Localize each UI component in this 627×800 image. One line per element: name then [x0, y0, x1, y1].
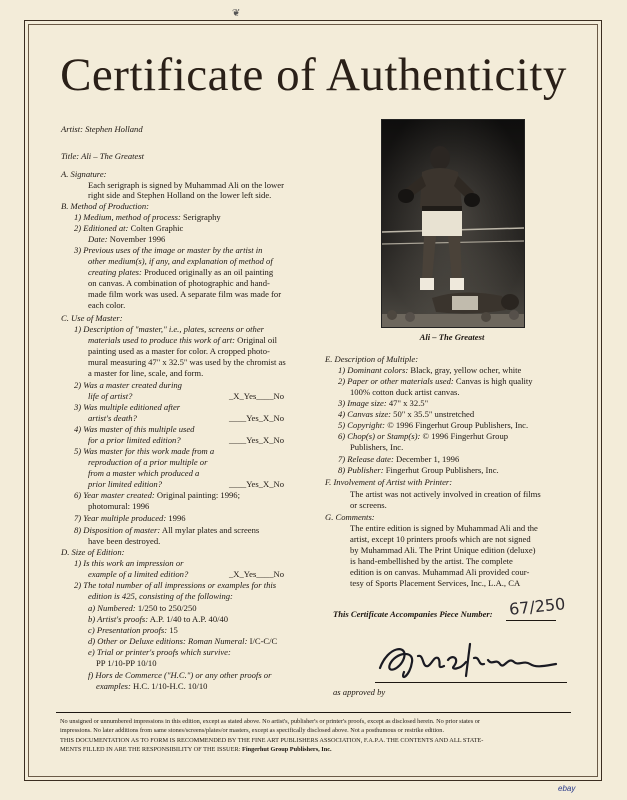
boxing-photo — [381, 119, 525, 328]
e2-question: 2) Paper or other materials used: — [338, 376, 454, 386]
e2-answer-1: Canvas is high quality — [455, 376, 533, 386]
b2-date-label: Date: — [88, 234, 108, 244]
c5-question-1: 5) Was master for this work made from a — [74, 446, 215, 456]
section-c-heading: C. Use of Master: — [61, 313, 123, 323]
photo-caption: Ali – The Greatest — [419, 332, 485, 342]
d1-question-1: 1) Is this work an impression or — [74, 558, 184, 568]
b3-question-2: other medium(s), if any, and explanation of method of — [88, 256, 273, 266]
b2-date-value: November 1996 — [109, 234, 166, 244]
footer-line-3: THIS DOCUMENTATION AS TO FORM IS RECOMMENDED BY THE FINE ART PUBLISHERS ASSOCIATION, F.A.P.A. THE CONTENTS AND ALL STATE- — [60, 737, 484, 744]
section-f-heading: F. Involvement of Artist with Printer: — [325, 477, 453, 487]
artist-line: Artist: Stephen Holland — [61, 124, 143, 134]
certificate-title: Certificate of Authenticity — [60, 49, 567, 101]
e1-question: 1) Dominant colors: — [338, 365, 409, 375]
section-a-heading: A. Signature: — [61, 169, 107, 179]
dc-label: c) Presentation proofs: — [88, 625, 168, 635]
g-text-1: The entire edition is signed by Muhammad Ali and the — [350, 523, 538, 533]
e4-question: 4) Canvas size: — [338, 409, 391, 419]
c1-answer-2: mural measuring 47" x 32.5" was used by the chromist as — [88, 357, 286, 367]
df-value: H.C. 1/10-H.C. 10/10 — [133, 681, 208, 691]
b2-answer: Colten Graphic — [130, 223, 184, 233]
c5-question-2: reproduction of a prior multiple or — [88, 457, 208, 467]
e6-answer-2: Publishers, Inc. — [350, 442, 404, 452]
c1-question-2: materials used to produce this work of art: — [88, 335, 235, 345]
d1-question-2: example of a limited edition? — [88, 569, 189, 579]
c8-answer-2: have been destroyed. — [88, 536, 161, 546]
section-b-heading: B. Method of Production: — [61, 201, 149, 211]
c3-question-2: artist's death? — [88, 413, 137, 423]
g-text-3: by Muhammad Ali. The Print Unique edition (deluxe) — [350, 545, 536, 555]
footer-issuer: Fingerhut Group Publishers, Inc. — [241, 746, 332, 753]
c7-answer: 1996 — [168, 513, 186, 523]
footer-separator — [56, 712, 571, 713]
c8-question: 8) Disposition of master: — [74, 525, 161, 535]
db-label: b) Artist's proofs: — [88, 614, 149, 624]
d2-line-1: 2) The total number of all impressions or examples for this — [74, 580, 277, 590]
c8-answer-1: All mylar plates and screens — [161, 525, 260, 535]
b3-answer-1: on canvas. A combination of photographic and hand- — [88, 278, 270, 288]
c1-answer-3: a master for line, scale, and form. — [88, 368, 204, 378]
c4-question-2: for a prior limited edition? — [88, 435, 181, 445]
footer-line-4: MENTS FILLED IN ARE THE RESPONSIBILITY OF THE ISSUER: — [60, 746, 242, 753]
dc-value: 15 — [169, 625, 178, 635]
e4-answer: 50" x 35.5" unstretched — [393, 409, 475, 419]
da-label: a) Numbered: — [88, 603, 136, 613]
c5-answer: ____Yes_X_No — [229, 479, 284, 489]
section-d-heading: D. Size of Edition: — [61, 547, 125, 557]
c4-question-1: 4) Was master of this multiple used — [74, 424, 195, 434]
g-text-6: tesy of Sports Placement Services, Inc., L.A., CA — [350, 578, 521, 588]
e5-answer: © 1996 Fingerhut Group Publishers, Inc. — [387, 420, 529, 430]
watermark-logo: ebay — [558, 784, 576, 793]
g-text-2: artist, except 10 printers proofs which are not signed — [350, 534, 531, 544]
b3-question-1: 3) Previous uses of the image or master by the artist in — [74, 245, 263, 255]
c5-question-4: prior limited edition? — [88, 479, 162, 489]
e1-answer: Black, gray, yellow ocher, white — [410, 365, 522, 375]
dd-value: I/C-C/C — [249, 636, 278, 646]
df-label-1: f) Hors de Commerce ("H.C.") or any other proofs or — [88, 670, 272, 680]
e3-answer: 47" x 32.5" — [388, 398, 429, 408]
b3-answer-2: made film work was used. A separate film was made for — [88, 289, 282, 299]
b3-answer-0: Produced originally as an oil painting — [144, 267, 274, 277]
section-e-heading: E. Description of Multiple: — [325, 354, 419, 364]
c4-answer: ____Yes_X_No — [229, 435, 284, 445]
section-a-text-1: Each serigraph is signed by Muhammad Ali on the lower — [88, 180, 284, 190]
dd-label: d) Other or Deluxe editions: Roman Numeral: — [88, 636, 248, 646]
db-value: A.P. 1/40 to A.P. 40/40 — [149, 614, 229, 624]
c2-question-2: life of artist? — [88, 391, 133, 401]
e5-question: 5) Copyright: — [338, 420, 386, 430]
f-text-1: The artist was not actively involved in creation of films — [350, 489, 541, 499]
c7-question: 7) Year multiple produced: — [74, 513, 167, 523]
approved-by-label: as approved by — [333, 687, 386, 697]
piece-number-line — [506, 620, 556, 621]
e8-question: 8) Publisher: — [338, 465, 384, 475]
c1-answer-1: painting used as a master for color. A cropped photo- — [88, 346, 270, 356]
e6-answer-1: © 1996 Fingerhut Group — [422, 431, 509, 441]
e8-answer: Fingerhut Group Publishers, Inc. — [385, 465, 499, 475]
f-text-2: or screens. — [350, 500, 387, 510]
e2-answer-2: 100% cotton duck artist canvas. — [350, 387, 460, 397]
b1-question: 1) Medium, method of process: — [74, 212, 181, 222]
approval-signature — [374, 636, 564, 686]
section-a-text-2: right side and Stephen Holland on the lower left side. — [88, 190, 272, 200]
b2-question: 2) Editioned at: — [74, 223, 129, 233]
c2-answer: _X_Yes____No — [229, 391, 284, 401]
b1-answer: Serigraphy — [183, 212, 221, 222]
b3-question-3: creating plates: — [88, 267, 142, 277]
de-label: e) Trial or printer's proofs which survive: — [88, 647, 231, 657]
piece-number: 67/250 — [508, 594, 567, 619]
c5-question-3: from a master which produced a — [88, 468, 200, 478]
c1-question-1: 1) Description of "master," i.e., plates, screens or other — [74, 324, 264, 334]
e3-question: 3) Image size: — [338, 398, 387, 408]
ornament-icon: ❦ — [232, 8, 241, 19]
g-text-5: edition is on canvas. Muhammad Ali provided cour- — [350, 567, 530, 577]
da-value: 1/250 to 250/250 — [137, 603, 197, 613]
signature-line — [375, 682, 567, 683]
c2-question-1: 2) Was a master created during — [74, 380, 182, 390]
c6-answer-1: Original painting: 1996; — [156, 490, 240, 500]
c1-answer-0: Original oil — [237, 335, 277, 345]
section-g-heading: G. Comments: — [325, 512, 375, 522]
footer-line-1: No unsigned or unnumbered impressions in this edition, except as stated above. No artist's, publisher's or printer's proofs, except as disclosed herein. No prior states or — [60, 718, 480, 725]
df-label-2: examples: — [96, 681, 131, 691]
e6-question: 6) Chop(s) or Stamp(s): — [338, 431, 421, 441]
d2-line-2: edition is 425, consisting of the following: — [88, 591, 233, 601]
d1-answer: _X_Yes____No — [229, 569, 284, 579]
title-line: Title: Ali – The Greatest — [61, 151, 145, 161]
g-text-4: is hand-embellished by the artist. The complete — [350, 556, 513, 566]
de-value: PP 1/10-PP 10/10 — [96, 658, 157, 668]
c3-answer: ____Yes_X_No — [229, 413, 284, 423]
e7-question: 7) Release date: — [338, 454, 394, 464]
b3-answer-3: each color. — [88, 300, 126, 310]
e7-answer: December 1, 1996 — [396, 454, 460, 464]
accompanies-label: This Certificate Accompanies Piece Number: — [333, 609, 493, 619]
footer-line-2: impressions. No later additions from same stones/screens/plates/or masters, except as specifically disclosed above. Not a posthumous or restrike edition. — [60, 727, 445, 734]
c3-question-1: 3) Was multiple editioned after — [74, 402, 181, 412]
c6-question: 6) Year master created: — [74, 490, 155, 500]
c6-answer-2: photomural: 1996 — [88, 501, 150, 511]
